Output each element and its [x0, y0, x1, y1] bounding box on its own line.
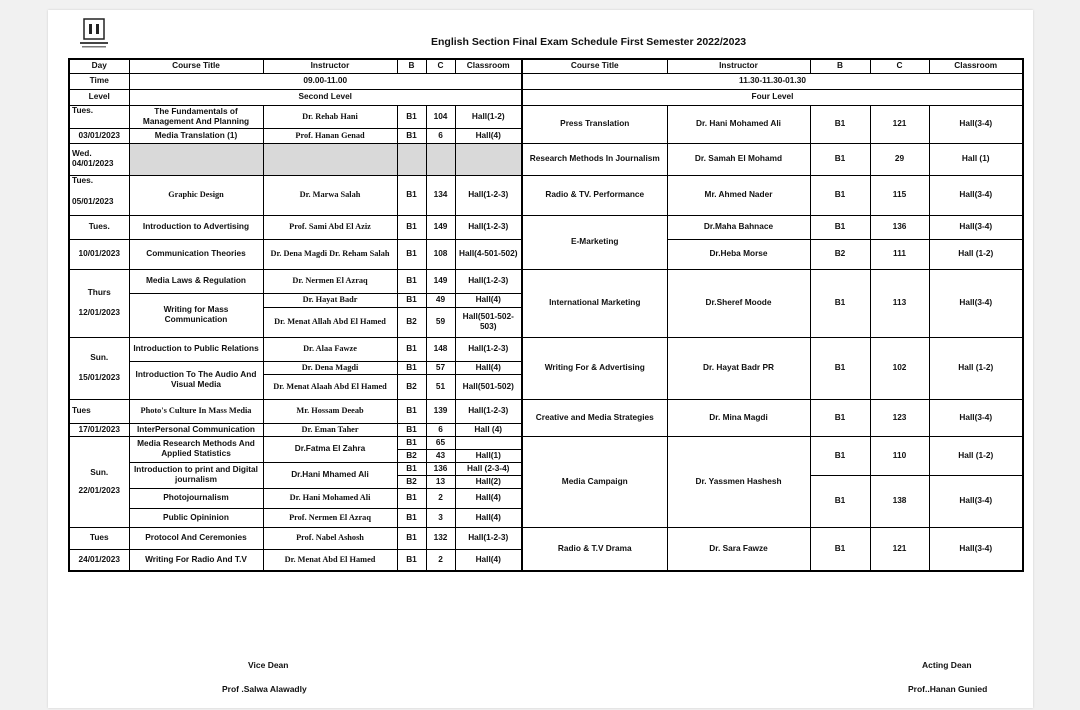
b-cell: B2	[397, 307, 426, 337]
day-cell: Thurs 12/01/2023	[69, 269, 129, 337]
course-cell: Public Opininion	[129, 508, 263, 527]
instructor-cell: Dr. Dena Magdi Dr. Reham Salah	[263, 239, 397, 269]
room-cell: Hall(1-2-3)	[455, 269, 522, 293]
instructor-cell: Prof. Sami Abd El Aziz	[263, 215, 397, 239]
table-row	[69, 143, 1023, 175]
col-c: C	[870, 59, 929, 73]
room-cell: Hall(501-502)	[455, 374, 522, 399]
room-cell: Hall(3-4)	[929, 527, 1023, 571]
c-cell: 6	[426, 128, 455, 143]
c-cell: 134	[426, 175, 455, 215]
room-cell: Hall(1-2-3)	[455, 337, 522, 361]
instructor-cell: Dr. Hayat Badr	[263, 293, 397, 307]
day-cell: Tues. 05/01/2023	[69, 175, 129, 215]
course-cell: Photojournalism	[129, 488, 263, 508]
instructor-cell: Dr. Nermen El Azraq	[263, 269, 397, 293]
b-cell: B1	[810, 175, 870, 215]
instructor-cell: Dr.Hani Mhamed Ali	[263, 462, 397, 488]
c-cell: 102	[870, 337, 929, 399]
col-course-title: Course Title	[129, 59, 263, 73]
course-cell: Media Research Methods And Applied Statistics	[129, 436, 263, 462]
room-cell: Hall(4)	[455, 293, 522, 307]
instructor-cell: Prof. Hanan Genad	[263, 128, 397, 143]
instructor-cell: Dr.Sheref Moode	[667, 269, 810, 337]
course-cell: Writing For Radio And T.V	[129, 549, 263, 571]
instructor-cell: Dr. Alaa Fawze	[263, 337, 397, 361]
instructor-cell: Dr. Marwa Salah	[263, 175, 397, 215]
room-cell: Hall(3-4)	[929, 399, 1023, 436]
instructor-cell: Dr. Menat Abd El Hamed	[263, 549, 397, 571]
course-cell: Creative and Media Strategies	[522, 399, 667, 436]
room-cell: Hall(3-4)	[929, 215, 1023, 239]
col-c: C	[426, 59, 455, 73]
time-left: 09.00-11.00	[129, 73, 522, 89]
b-cell: B1	[397, 549, 426, 571]
b-cell: B1	[810, 399, 870, 436]
day-cell: Sun. 15/01/2023	[69, 337, 129, 399]
room-cell: Hall(3-4)	[929, 105, 1023, 143]
instructor-cell: Dr.Fatma El Zahra	[263, 436, 397, 462]
table-row	[69, 269, 1023, 293]
b-cell: B1	[810, 105, 870, 143]
b-cell: B1	[397, 488, 426, 508]
acting-dean-name: Prof..Hanan Gunied	[908, 684, 988, 694]
b-cell: B1	[397, 105, 426, 128]
instructor-cell: Dr. Menat Alaah Abd El Hamed	[263, 374, 397, 399]
instructor-cell: Dr. Hani Mohamed Ali	[263, 488, 397, 508]
header-row	[69, 59, 1023, 73]
c-cell: 108	[426, 239, 455, 269]
instructor-cell: Dr. Rehab Hani	[263, 105, 397, 128]
schedule-title: English Section Final Exam Schedule First Semester 2022/2023	[431, 36, 747, 48]
empty-cell	[397, 143, 426, 175]
instructor-cell: Dr. Hani Mohamed Ali	[667, 105, 810, 143]
room-cell: Hall(4)	[455, 488, 522, 508]
room-cell: Hall(1-2-3)	[455, 399, 522, 423]
instructor-cell: Dr. Menat Allah Abd El Hamed	[263, 307, 397, 337]
empty-cell	[455, 143, 522, 175]
course-cell: InterPersonal Communication	[129, 423, 263, 436]
date-cell: 17/01/2023	[69, 423, 129, 436]
table-row	[69, 527, 1023, 549]
b-cell: B1	[397, 399, 426, 423]
b-cell: B1	[397, 215, 426, 239]
day-cell: Tues.	[69, 105, 129, 128]
vice-dean-name: Prof .Salwa Alawadly	[222, 684, 307, 694]
room-cell: Hall(4-501-502)	[455, 239, 522, 269]
b-cell: B1	[810, 215, 870, 239]
b-cell: B1	[810, 527, 870, 571]
c-cell: 139	[426, 399, 455, 423]
room-cell: Hall (1-2)	[929, 337, 1023, 399]
table-row	[69, 105, 1023, 128]
col-instructor: Instructor	[263, 59, 397, 73]
c-cell: 136	[426, 462, 455, 475]
day-cell: Tues	[69, 527, 129, 549]
b-cell: B2	[397, 449, 426, 462]
course-cell: Radio & T.V Drama	[522, 527, 667, 571]
table-row	[69, 337, 1023, 361]
room-cell: Hall(4)	[455, 508, 522, 527]
b-cell: B1	[810, 269, 870, 337]
day-cell: Tues	[69, 399, 129, 423]
exam-schedule-table	[68, 58, 1024, 572]
room-cell: Hall (4)	[455, 423, 522, 436]
table-row	[69, 215, 1023, 239]
b-cell: B1	[397, 239, 426, 269]
instructor-cell: Dr. Eman Taher	[263, 423, 397, 436]
b-cell: B1	[397, 361, 426, 374]
c-cell: 3	[426, 508, 455, 527]
c-cell: 110	[870, 436, 929, 475]
col-course-title: Course Title	[522, 59, 667, 73]
b-cell: B1	[397, 293, 426, 307]
table-row	[69, 175, 1023, 215]
course-cell: International Marketing	[522, 269, 667, 337]
course-cell: Media Campaign	[522, 436, 667, 527]
acting-dean-title: Acting Dean	[922, 660, 972, 670]
room-cell: Hall(1)	[455, 449, 522, 462]
c-cell: 2	[426, 488, 455, 508]
c-cell: 138	[870, 475, 929, 527]
b-cell: B1	[397, 423, 426, 436]
b-cell: B1	[810, 143, 870, 175]
c-cell: 6	[426, 423, 455, 436]
c-cell: 115	[870, 175, 929, 215]
day-cell: Sun. 22/01/2023	[69, 436, 129, 527]
table-row	[69, 436, 1023, 449]
col-b: B	[810, 59, 870, 73]
room-cell: Hall (1-2)	[929, 436, 1023, 475]
c-cell: 113	[870, 269, 929, 337]
room-cell: Hall(4)	[455, 549, 522, 571]
c-cell: 111	[870, 239, 929, 269]
course-cell: Protocol And Ceremonies	[129, 527, 263, 549]
c-cell: 104	[426, 105, 455, 128]
course-cell: Communication Theories	[129, 239, 263, 269]
course-cell: Press Translation	[522, 105, 667, 143]
room-cell: Hall (1)	[929, 143, 1023, 175]
room-cell: Hall(1-2-3)	[455, 527, 522, 549]
c-cell: 149	[426, 269, 455, 293]
instructor-cell: Dr. Mina Magdi	[667, 399, 810, 436]
col-day: Day	[69, 59, 129, 73]
vice-dean-title: Vice Dean	[248, 660, 289, 670]
b-cell: B1	[397, 527, 426, 549]
c-cell: 57	[426, 361, 455, 374]
b-cell: B1	[397, 175, 426, 215]
day-cell: Tues.	[69, 215, 129, 239]
b-cell: B2	[810, 239, 870, 269]
room-cell: Hall (2-3-4)	[455, 462, 522, 475]
c-cell: 123	[870, 399, 929, 436]
instructor-cell: Prof. Nermen El Azraq	[263, 508, 397, 527]
c-cell: 59	[426, 307, 455, 337]
col-classroom: Classroom	[929, 59, 1023, 73]
instructor-cell: Dr.Maha Bahnace	[667, 215, 810, 239]
course-cell: E-Marketing	[522, 215, 667, 269]
course-cell: Radio & TV. Performance	[522, 175, 667, 215]
c-cell: 132	[426, 527, 455, 549]
level-row	[69, 89, 1023, 105]
instructor-cell: Mr. Hossam Deeab	[263, 399, 397, 423]
room-cell: Hall (1-2)	[929, 239, 1023, 269]
c-cell: 29	[870, 143, 929, 175]
course-cell: Research Methods In Journalism	[522, 143, 667, 175]
b-cell: B1	[810, 337, 870, 399]
room-cell: Hall(4)	[455, 128, 522, 143]
instructor-cell: Dr. Samah El Mohamd	[667, 143, 810, 175]
level-label: Level	[69, 89, 129, 105]
b-cell: B1	[397, 508, 426, 527]
instructor-cell: Dr. Hayat Badr PR	[667, 337, 810, 399]
empty-cell	[426, 143, 455, 175]
course-cell: Writing For & Advertising	[522, 337, 667, 399]
room-cell: Hall(1-2)	[455, 105, 522, 128]
c-cell: 13	[426, 475, 455, 488]
c-cell: 121	[870, 527, 929, 571]
time-right: 11.30-11.30-01.30	[522, 73, 1023, 89]
c-cell: 148	[426, 337, 455, 361]
level-left: Second Level	[129, 89, 522, 105]
room-cell: Hall(3-4)	[929, 175, 1023, 215]
course-cell: Introduction to print and Digital journalism	[129, 462, 263, 488]
empty-cell	[129, 143, 263, 175]
level-right: Four Level	[522, 89, 1023, 105]
course-cell: The Fundamentals of Management And Planning	[129, 105, 263, 128]
room-cell: Hall(1-2-3)	[455, 215, 522, 239]
instructor-cell: Prof. Nabel Ashosh	[263, 527, 397, 549]
course-cell: Media Laws & Regulation	[129, 269, 263, 293]
col-instructor: Instructor	[667, 59, 810, 73]
c-cell: 49	[426, 293, 455, 307]
date-cell: 03/01/2023	[69, 128, 129, 143]
c-cell: 121	[870, 105, 929, 143]
time-label: Time	[69, 73, 129, 89]
room-cell: Hall(1-2-3)	[455, 175, 522, 215]
c-cell: 51	[426, 374, 455, 399]
room-cell	[455, 436, 522, 449]
course-cell: Graphic Design	[129, 175, 263, 215]
instructor-cell: Dr. Dena Magdi	[263, 361, 397, 374]
room-cell: Hall(501-502-503)	[455, 307, 522, 337]
b-cell: B1	[810, 475, 870, 527]
document-page	[48, 10, 1033, 708]
room-cell: Hall(2)	[455, 475, 522, 488]
c-cell: 149	[426, 215, 455, 239]
course-cell: Media Translation (1)	[129, 128, 263, 143]
course-cell: Introduction to Advertising	[129, 215, 263, 239]
col-classroom: Classroom	[455, 59, 522, 73]
time-row	[69, 73, 1023, 89]
room-cell: Hall(4)	[455, 361, 522, 374]
instructor-cell: Dr. Yassmen Hashesh	[667, 436, 810, 527]
b-cell: B1	[810, 436, 870, 475]
course-cell: Introduction To The Audio And Visual Media	[129, 361, 263, 399]
course-cell: Introduction to Public Relations	[129, 337, 263, 361]
course-cell: Writing for Mass Communication	[129, 293, 263, 337]
c-cell: 65	[426, 436, 455, 449]
b-cell: B2	[397, 475, 426, 488]
course-cell: Photo's Culture In Mass Media	[129, 399, 263, 423]
b-cell: B1	[397, 337, 426, 361]
room-cell: Hall(3-4)	[929, 475, 1023, 527]
b-cell: B2	[397, 374, 426, 399]
instructor-cell: Dr.Heba Morse	[667, 239, 810, 269]
date-cell: 24/01/2023	[69, 549, 129, 571]
empty-cell	[263, 143, 397, 175]
col-b: B	[397, 59, 426, 73]
b-cell: B1	[397, 462, 426, 475]
b-cell: B1	[397, 269, 426, 293]
day-cell: Wed. 04/01/2023	[69, 143, 129, 175]
instructor-cell: Dr. Sara Fawze	[667, 527, 810, 571]
date-cell: 10/01/2023	[69, 239, 129, 269]
institute-logo	[76, 16, 112, 52]
table-row	[69, 399, 1023, 423]
b-cell: B1	[397, 128, 426, 143]
c-cell: 2	[426, 549, 455, 571]
b-cell: B1	[397, 436, 426, 449]
c-cell: 43	[426, 449, 455, 462]
c-cell: 136	[870, 215, 929, 239]
room-cell: Hall(3-4)	[929, 269, 1023, 337]
instructor-cell: Mr. Ahmed Nader	[667, 175, 810, 215]
